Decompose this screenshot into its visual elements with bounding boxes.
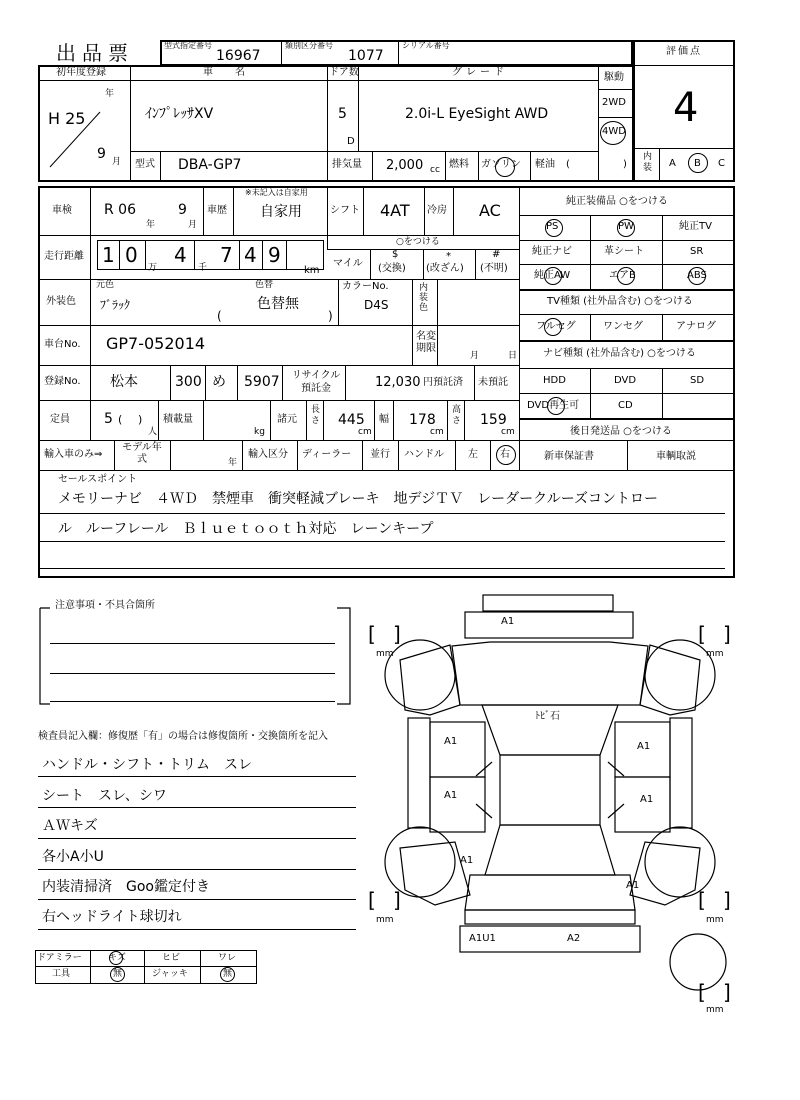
odo-digit-3: 4 (174, 243, 187, 267)
equip-tv: 純正TV (679, 221, 712, 232)
score-value: 4 (673, 85, 699, 131)
tire-rf-mm: mm (706, 649, 724, 659)
equip-navi: 純正ナビ (532, 246, 572, 257)
parts-jack-value: 無 (223, 969, 233, 979)
odo-digit-2: 0 (125, 243, 138, 267)
repaint-value: 色替無 (257, 296, 299, 312)
car-name-label: 車 名 (203, 67, 251, 78)
inspector-line-3: ＡＷキズ (42, 818, 98, 834)
tire-lf-bracket-open: [ (368, 622, 376, 646)
later-manual: 車輌取説 (656, 451, 696, 462)
width-value: 178 (409, 412, 436, 428)
mileage-exchange: (交換) (378, 263, 406, 274)
mileage-exchange-sym: $ (392, 249, 399, 260)
import-parallel: 並行 (370, 449, 390, 460)
dmg-roof-chip: ﾄﾋﾞ石 (535, 711, 560, 722)
grade-label: グレード (452, 67, 508, 78)
drive-4wd-circle (600, 121, 626, 145)
equip-aw-circle (544, 267, 562, 285)
history-label: 車歴 (207, 205, 227, 216)
tv-analog: アナログ (676, 321, 716, 332)
model-code-label: 型式指定番号 (164, 41, 212, 50)
name-change-label: 名変期限 (416, 331, 436, 354)
recycle-label: リサイクル預託金 (291, 370, 341, 394)
name-change-month: 月 (470, 351, 480, 361)
grade-b: B (694, 158, 701, 169)
equip-sr: SR (690, 246, 704, 257)
tv-oneseg: ワンセグ (603, 321, 643, 332)
parts-jack-circle (220, 967, 235, 982)
capacity-label: 定員 (50, 414, 70, 425)
length-value: 445 (338, 412, 365, 428)
equip-aw: 純正AW (534, 270, 571, 281)
inspection-era: R 06 (104, 202, 136, 218)
inspector-line-2: シート スレ、シワ (42, 788, 167, 804)
inspection-month-unit: 月 (188, 220, 198, 230)
history-value: 自家用 (260, 204, 302, 220)
inspector-label: 検査員記入欄：修復歴「有」の場合は修復箇所・交換箇所を記入 (38, 731, 328, 742)
tire-rf-bracket-close: ] (723, 622, 731, 646)
later-label: 後日発送品 ○をつける (570, 426, 672, 437)
inspector-line-6: 右ヘッドライト球切れ (42, 909, 182, 925)
sheet-title: 出品票 (56, 41, 134, 65)
width-unit: cm (430, 427, 444, 437)
parts-jack: ジャッキ (152, 969, 188, 979)
odo-km: km (304, 265, 320, 276)
drive-2wd: 2WD (602, 97, 626, 108)
fuel-gasoline-circle (495, 157, 515, 177)
tire-lf-mm: mm (376, 649, 394, 659)
handle-label: ハンドル (404, 449, 444, 460)
parts-tools: 工具 (52, 969, 71, 979)
sales-line-1: メモリーナビ ４ＷＤ 禁煙車 衝突軽減ブレーキ 地デジＴＶ レーダークルーズコントロー (58, 491, 659, 507)
model-code: 16967 (216, 48, 261, 64)
mileage-circle-note: ○をつける (396, 237, 440, 247)
dmg-right-rear-door: A1 (640, 794, 654, 805)
plate-label: 登録No. (44, 376, 81, 387)
mileage-tamper-sym: * (446, 251, 451, 262)
class-code: 1077 (348, 48, 384, 64)
import-dealer: ディーラー (302, 449, 352, 460)
tv-fullseg: フルセグ (536, 321, 576, 332)
odo-man: 万 (148, 263, 158, 273)
mileage-unknown: (不明) (480, 263, 508, 274)
dmg-left-rear-fender: A1 (460, 855, 474, 866)
car-damage-diagram (360, 590, 740, 1030)
parts-mirror-circle (109, 951, 123, 965)
dmg-right-rear-fender: A1 (626, 880, 640, 891)
chassis-no: GP7-052014 (106, 334, 206, 353)
navi-dvd-play-circle (547, 397, 565, 415)
recycle-unpaid: 未預託 (478, 377, 508, 388)
plate-class: 300 (175, 374, 202, 390)
equip-leather: 革シート (604, 246, 644, 257)
tire-spare-bracket-open: [ (698, 980, 706, 1004)
equip-ps-circle (545, 219, 563, 237)
notes-frame (32, 600, 357, 712)
load-unit: kg (254, 427, 265, 437)
inspector-line-1: ハンドル・シフト・トリム スレ (42, 757, 252, 773)
equip-abs-circle (688, 267, 706, 285)
tire-rr-bracket-open: [ (698, 888, 706, 912)
capacity-paren-open: ( (118, 413, 123, 426)
recycle-amount: 12,030 (375, 375, 421, 390)
inspection-label: 車検 (52, 205, 72, 216)
inspector-line-4: 各小A小U (42, 849, 104, 865)
score-label: 評価点 (666, 46, 702, 57)
ac-label: 冷房 (427, 205, 447, 216)
model-type: DBA-GP7 (178, 157, 242, 173)
plate-number: 5907 (244, 374, 280, 390)
doors: 5 (338, 106, 347, 122)
tire-lr-mm: mm (376, 915, 394, 925)
dmg-left-front-door: A1 (444, 736, 458, 747)
mileage-label: 走行距離 (44, 251, 84, 262)
tire-lr-bracket-open: [ (368, 888, 376, 912)
sales-line-2: ル ルーフレール Ｂｌｕｅｔｏｏｔｈ対応 レーンキープ (58, 521, 434, 537)
dmg-front-bumper: A1 (501, 616, 515, 627)
dmg-left-rear-door: A1 (444, 790, 458, 801)
reg-year-unit: 年 (105, 89, 115, 99)
door-type: D (347, 136, 355, 147)
grade: 2.0i-L EyeSight AWD (405, 106, 549, 122)
interior-label: 内装 (643, 152, 653, 173)
odo-digit-1: 1 (102, 243, 115, 267)
navi-label: ナビ種類 (社外品含む) ○をつける (543, 348, 696, 359)
plate-area: 松本 (110, 374, 138, 390)
equip-airbag: エアB (609, 270, 636, 281)
history-note: ※未記入は自家用 (245, 188, 308, 197)
recycle-status: 円預託済 (423, 377, 463, 388)
import-label: 輸入車のみ⇒ (44, 449, 103, 460)
name-change-day: 日 (508, 351, 518, 361)
tire-spare-bracket-close: ] (723, 980, 731, 1004)
import-class-label: 輸入区分 (248, 449, 288, 460)
length-unit: cm (358, 427, 372, 437)
reg-month: 9 (97, 146, 106, 162)
reg-label: 初年度登録 (56, 67, 106, 78)
doors-label: ドア数 (329, 67, 359, 78)
dmg-rear-bumper-right: A2 (567, 933, 581, 944)
inspector-line-5: 内装清掃済 Goo鑑定付き (42, 879, 210, 895)
drive-label: 駆動 (604, 72, 624, 83)
fuel-label: 燃料 (449, 159, 469, 170)
height-value: 159 (480, 412, 507, 428)
fuel-diesel: 軽油 (535, 159, 555, 170)
mileage-unknown-sym: # (492, 249, 501, 260)
navi-dvd: DVD (614, 375, 637, 386)
tire-spare-mm: mm (706, 1005, 724, 1015)
tire-rf-bracket-open: [ (698, 622, 706, 646)
odo-digit-4: 7 (220, 243, 233, 267)
tire-rr-mm: mm (706, 915, 724, 925)
tire-rr-bracket-close: ] (723, 888, 731, 912)
length-label: 長さ (311, 405, 321, 426)
equip-pw-circle (617, 219, 635, 237)
type-label: 型式 (135, 159, 155, 170)
original-color: ﾌﾞﾗｯｸ (100, 298, 131, 312)
displacement: 2,000 (386, 158, 424, 173)
repaint-paren-open: ( (217, 309, 222, 323)
shift-label: シフト (330, 205, 360, 216)
handle-right-circle (496, 445, 516, 465)
notes-label: 注意事項・不具合箇所 (55, 600, 155, 611)
tire-lf-bracket-close: ] (393, 622, 401, 646)
navi-sd: SD (690, 375, 705, 386)
grade-b-circle (688, 153, 708, 173)
model-year-label: モデル年式 (122, 442, 162, 465)
parts-tools-circle (110, 967, 125, 982)
later-warranty: 新車保証書 (544, 451, 594, 462)
grade-c: C (718, 158, 725, 169)
navi-cd: CD (618, 400, 633, 411)
width-label: 幅 (379, 414, 389, 425)
class-code-label: 類別区分番号 (285, 41, 333, 50)
dmg-rear-bumper-left: A1U1 (469, 933, 496, 944)
parts-tools-value: 無 (113, 969, 123, 979)
navi-hdd: HDD (543, 375, 566, 386)
capacity-value: 5 (104, 411, 113, 427)
sales-label: セールスポイント (58, 474, 138, 485)
car-name: ｲﾝﾌﾟﾚｯｻXV (145, 106, 214, 122)
model-year-unit: 年 (228, 458, 238, 468)
inspection-year-unit: 年 (146, 220, 156, 230)
load-label: 積載量 (163, 414, 193, 425)
equip-ps: PS (546, 221, 559, 232)
displacement-unit: cc (430, 165, 440, 175)
fuel-paren-open: ( (566, 159, 570, 170)
equip-abs: ABS (687, 270, 707, 281)
parts-mirror: ドアミラー (37, 953, 82, 963)
shift-value: 4AT (380, 201, 410, 220)
parts-break: ワレ (218, 953, 237, 963)
repaint-paren-close: ) (328, 309, 333, 323)
capacity-unit: 人 (148, 427, 158, 437)
odo-digit-5: 4 (244, 243, 257, 267)
parts-mirror-value: キズ (108, 953, 126, 963)
inspection-month: 9 (178, 202, 187, 218)
odo-digit-6: 9 (268, 243, 281, 267)
color-label: 外装色 (46, 296, 76, 307)
grade-a: A (669, 158, 676, 169)
capacity-paren-close: ) (138, 413, 143, 426)
mileage-tamper: (改ざん) (426, 263, 464, 274)
fuel-gasoline: ガソリン (481, 159, 521, 170)
repaint-label: 色替 (255, 280, 274, 290)
serial-label: シリアル番号 (402, 41, 450, 50)
tv-fullseg-circle (544, 318, 562, 336)
ac-value: AC (479, 201, 501, 220)
fuel-paren-close: ) (623, 159, 627, 170)
reg-era: H 25 (48, 109, 86, 128)
original-color-label: 元色 (96, 280, 115, 290)
mileage-mile: マイル (333, 258, 363, 269)
handle-right: 右 (500, 449, 510, 460)
dmg-right-front-door: A1 (637, 741, 651, 752)
height-unit: cm (501, 427, 515, 437)
color-no: D4S (364, 298, 389, 312)
navi-dvd-play: DVD再生可 (527, 400, 580, 411)
parts-crack: ヒビ (162, 953, 181, 963)
reg-month-unit: 月 (112, 157, 122, 167)
tv-label: TV種類 (社外品含む) ○をつける (547, 296, 693, 307)
owner-label: 諸元 (277, 414, 297, 425)
color-no-label: カラーNo. (342, 281, 389, 292)
handle-left: 左 (468, 449, 478, 460)
tire-lr-bracket-close: ] (393, 888, 401, 912)
equip-airbag-circle (617, 267, 635, 285)
drive-4wd: 4WD (602, 126, 626, 137)
equip-pw: PW (618, 221, 634, 232)
plate-kana: め (212, 374, 226, 390)
chassis-label: 車台No. (44, 339, 81, 350)
odo-sen: 千 (198, 263, 208, 273)
equipment-label: 純正装備品 ○をつける (566, 196, 668, 207)
displacement-label: 排気量 (332, 159, 362, 170)
height-label: 高さ (452, 405, 462, 426)
interior-color-label: 内装色 (419, 283, 429, 313)
